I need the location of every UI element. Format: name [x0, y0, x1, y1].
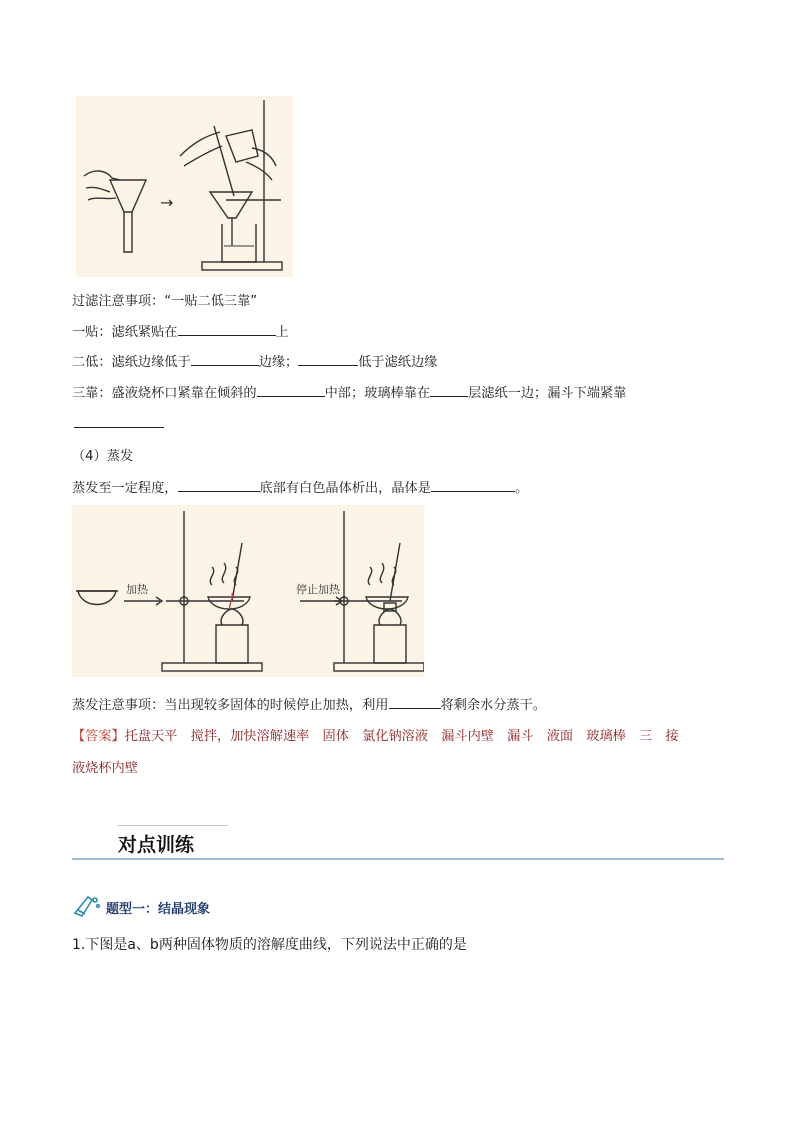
section-rule [72, 858, 724, 860]
section-top-rule [118, 825, 228, 826]
blank-evap-1[interactable] [178, 479, 260, 492]
section-title: 对点训练 [118, 834, 195, 856]
blank-yitie[interactable] [178, 323, 276, 336]
label-stop-heat: 停止加热 [296, 583, 340, 596]
evaporation-heading: （4）蒸发 [72, 449, 134, 464]
blank-erdi-1[interactable] [191, 353, 259, 366]
blank-sankao-1[interactable] [257, 384, 325, 397]
filtration-figure [76, 96, 293, 277]
question-1: 1.下图是a、b两种固体物质的溶解度曲线，下列说法中正确的是 [72, 937, 467, 953]
evaporation-notes: 蒸发注意事项：当出现较多固体的时候停止加热，利用 将剩余水分蒸干。 [72, 698, 546, 713]
blank-evap-2[interactable] [431, 479, 515, 492]
process-arrow: → [160, 193, 174, 212]
answer-tag: 【答案】 [72, 729, 125, 744]
evaporation-sentence: 蒸发至一定程度， 底部有白色晶体析出，晶体是 。 [72, 481, 529, 496]
evaporation-figure [72, 505, 424, 677]
label-heat: 加热 [126, 583, 148, 596]
blank-sankao-2[interactable] [430, 384, 468, 397]
answer-line-2: 液烧杯内壁 [72, 761, 138, 776]
blank-sankao-3[interactable] [74, 427, 164, 428]
blank-erdi-2[interactable] [298, 353, 358, 366]
erdi-line: 二低：滤纸边缘低于 边缘； 低于滤纸边缘 [72, 355, 438, 370]
blank-evap-3[interactable] [389, 696, 441, 709]
sankao-line: 三靠：盛液烧杯口紧靠在倾斜的 中部；玻璃棒靠在 层滤纸一边；漏斗下端紧靠 [72, 386, 627, 401]
question-type-title: 题型一：结晶现象 [106, 902, 211, 917]
filter-notes-title: 过滤注意事项：“一贴二低三靠” [72, 294, 258, 309]
filtration-illustration [76, 96, 293, 277]
flask-icon [72, 894, 102, 922]
yitie-line: 一贴：滤纸紧贴在 上 [72, 325, 289, 340]
answer-line-1: 【答案】托盘天平 搅拌，加快溶解速率 固体 氯化钠溶液 漏斗内壁 漏斗 液面 玻璃棒 三 接 [72, 729, 679, 744]
evaporation-illustration [72, 505, 424, 677]
